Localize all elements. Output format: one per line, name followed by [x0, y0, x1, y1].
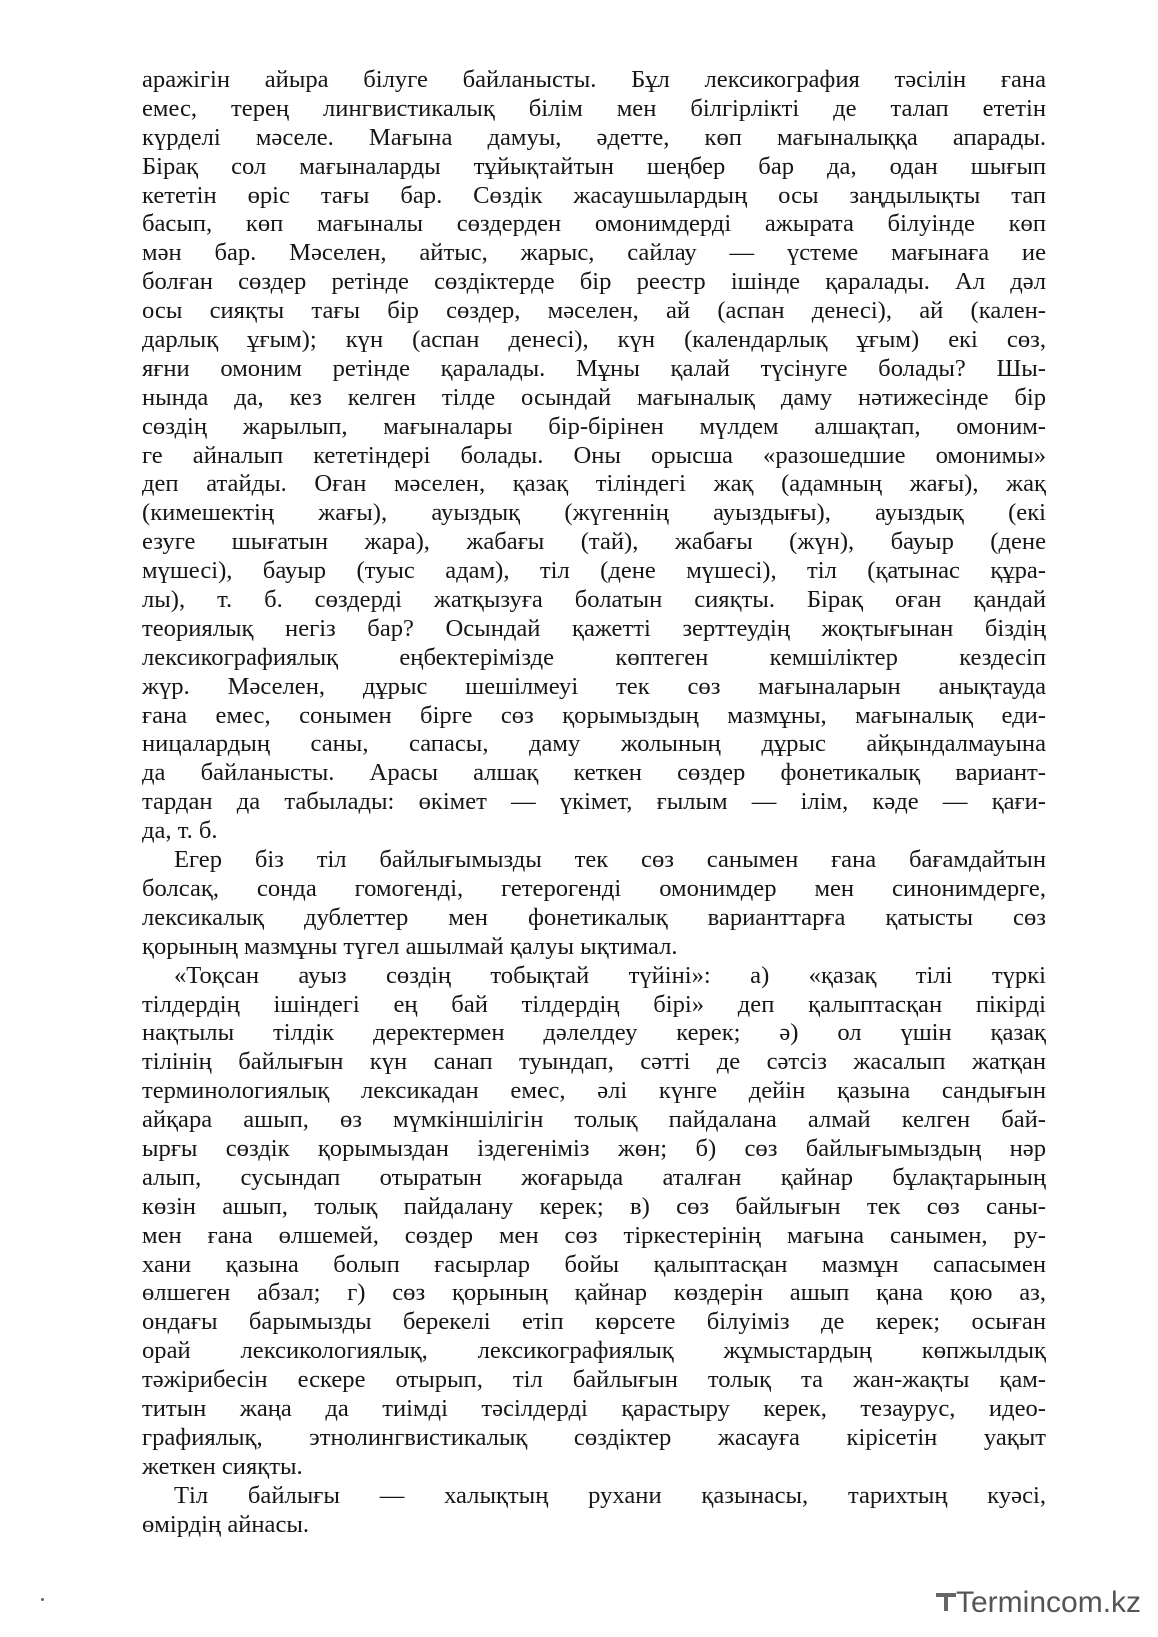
text-line: өлшеген абзал; г) сөз қорының қайнар көздерін ашып қана қою аз,: [142, 1279, 1046, 1307]
text-line: яғни омоним ретінде қаралады. Мұны қалай түсінуге болады? Шы-: [142, 354, 1046, 382]
text-line: тәжірибесін ескере отырып, тіл байлығын толық та жан-жақты қам-: [142, 1366, 1046, 1394]
text-line: теориялық негіз бар? Осындай қажетті зерттеудің жоқтығынан біздің: [142, 614, 1046, 642]
text-line: нында да, кез келген тілде осындай мағыналық даму нәтижесінде бір: [142, 383, 1046, 411]
text-line: нақтылы тілдік деректермен дәлелдеу керек; ә) ол үшін қазақ: [142, 1019, 1046, 1047]
text-line: ге айналып кететіндері болады. Оны орысша «разошедшие омонимы»: [142, 441, 1046, 469]
text-line: күрделі мәселе. Мағына дамуы, әдетте, көп мағыналыққа апарады.: [142, 123, 1046, 151]
text-line: айқара ашып, өз мүмкіншілігін толық пайдалана алмай келген бай-: [142, 1106, 1046, 1134]
text-line: ырғы сөздік қорымыздан іздегеніміз жөн; б) сөз байлығымыздың нәр: [142, 1134, 1046, 1162]
text-line: дарлық ұғым); күн (аспан денесі), күн (календарлық ұғым) екі сөз,: [142, 326, 1046, 354]
text-line: лексикографиялық еңбектерімізде көптеген кемшіліктер кездесіп: [142, 643, 1046, 671]
text-line: Егер біз тіл байлығымызды тек сөз санымен ғана бағамдайтын: [174, 846, 1046, 874]
text-line: басып, көп мағыналы сөздерден омонимдерді ажырата білуінде көп: [142, 210, 1046, 238]
text-line: мүшесі), бауыр (туыс адам), тіл (дене мүшесі), тіл (қатынас құра-: [142, 557, 1046, 585]
watermark: [940, 1586, 1140, 1626]
text-line: қорының мазмұны түгел ашылмай қалуы ықтимал.: [142, 932, 678, 960]
text-line: да, т. б.: [142, 817, 218, 845]
text-line: өмірдің айнасы.: [142, 1510, 310, 1538]
text-line: осы сияқты тағы бір сөздер, мәселен, ай (аспан денесі), ай (кален-: [142, 297, 1046, 325]
text-line: емес, терең лингвистикалық білім мен білгірлікті де талап ететін: [142, 94, 1046, 122]
text-line: болған сөздер ретінде сөздіктерде бір реестр ішінде қаралады. Ал дәл: [142, 268, 1046, 296]
text-line: лексикалық дублеттер мен фонетикалық варианттарға қатысты сөз: [142, 903, 1046, 931]
text-line: ницалардың саны, сапасы, даму жолының дұрыс айқындалмауына: [142, 730, 1046, 758]
text-line: лы), т. б. сөздерді жатқызуға болатын сияқты. Бірақ оған қандай: [142, 586, 1046, 614]
text-line: кететін өріс тағы бар. Сөздік жасаушылардың осы заңдылықты тап: [142, 181, 1046, 209]
body-text: [142, 66, 1046, 1539]
text-line: деп атайды. Оған мәселен, қазақ тіліндегі жақ (адамның жағы), жақ: [142, 470, 1046, 498]
text-line: тардан да табылады: өкімет — үкімет, ғылым — ілім, кәде — қағи-: [142, 788, 1046, 816]
text-line: хани қазына болып ғасырлар бойы қалыптасқан мазмұн сапасымен: [142, 1250, 1046, 1278]
text-line: тілдердің ішіндегі ең бай тілдердің бірі» деп қалыптасқан пікірді: [142, 990, 1046, 1018]
text-line: орай лексикологиялық, лексикографиялық жұмыстардың көпжылдық: [142, 1337, 1046, 1365]
watermark-logo-icon: [934, 1590, 958, 1614]
text-line: Бірақ сол мағыналарды тұйықтайтын шеңбер бар да, одан шығып: [142, 152, 1046, 180]
text-line: жүр. Мәселен, дұрыс шешілмеуі тек сөз мағыналарын анықтауда: [142, 672, 1046, 700]
text-line: графиялық, этнолингвистикалық сөздіктер жасауға кірісетін уақыт: [142, 1423, 1046, 1451]
text-line: Тіл байлығы — халықтың рухани қазынасы, тарихтың куәсі,: [174, 1481, 1046, 1509]
text-line: титын жаңа да тиімді тәсілдерді қарастыру керек, тезаурус, идео-: [142, 1394, 1046, 1422]
text-line: ғана емес, сонымен бірге сөз қорымыздың мазмұны, мағыналық еди-: [142, 701, 1046, 729]
text-line: «Тоқсан ауыз сөздің тобықтай түйіні»: а) «қазақ тілі түркі: [174, 961, 1046, 989]
watermark-label: Termincom.kz: [956, 1586, 1142, 1619]
text-line: (кимешектің жағы), ауыздық (жүгеннің ауыздығы), ауыздық (екі: [142, 499, 1046, 527]
text-line: терминологиялық лексикадан емес, әлі күнге дейін қазына сандығын: [142, 1077, 1046, 1105]
text-line: алып, сусындап отыратын жоғарыда аталған қайнар бұлақтарының: [142, 1163, 1046, 1191]
text-line: да байланысты. Арасы алшақ кеткен сөздер фонетикалық вариант-: [142, 759, 1046, 787]
text-line: жеткен сияқты.: [142, 1452, 303, 1480]
text-line: мән бар. Мәселен, айтыс, жарыс, сайлау — үстеме мағынаға ие: [142, 239, 1046, 267]
text-line: сөздің жарылып, мағыналары бір-бірінен мүлдем алшақтап, омоним-: [142, 412, 1046, 440]
text-line: мен ғана өлшемей, сөздер мен сөз тіркестерінің мағына санымен, ру-: [142, 1221, 1046, 1249]
text-line: тілінің байлығын күн санап туындап, сәтті де сәтсіз жасалып жатқан: [142, 1048, 1046, 1076]
text-line: ондағы барымызды берекелі етіп көрсете білуіміз де керек; осыған: [142, 1308, 1046, 1336]
text-line: езуге шығатын жара), жабағы (тай), жабағы (жүн), бауыр (дене: [142, 528, 1046, 556]
scan-speck: [41, 1598, 44, 1601]
text-line: аражігін айыра білуге байланысты. Бұл лексикография тәсілін ғана: [142, 66, 1046, 93]
text-line: көзін ашып, толық пайдалану керек; в) сөз байлығын тек сөз саны-: [142, 1192, 1046, 1220]
text-line: болсақ, сонда гомогенді, гетерогенді омонимдер мен синонимдерге,: [142, 874, 1046, 902]
